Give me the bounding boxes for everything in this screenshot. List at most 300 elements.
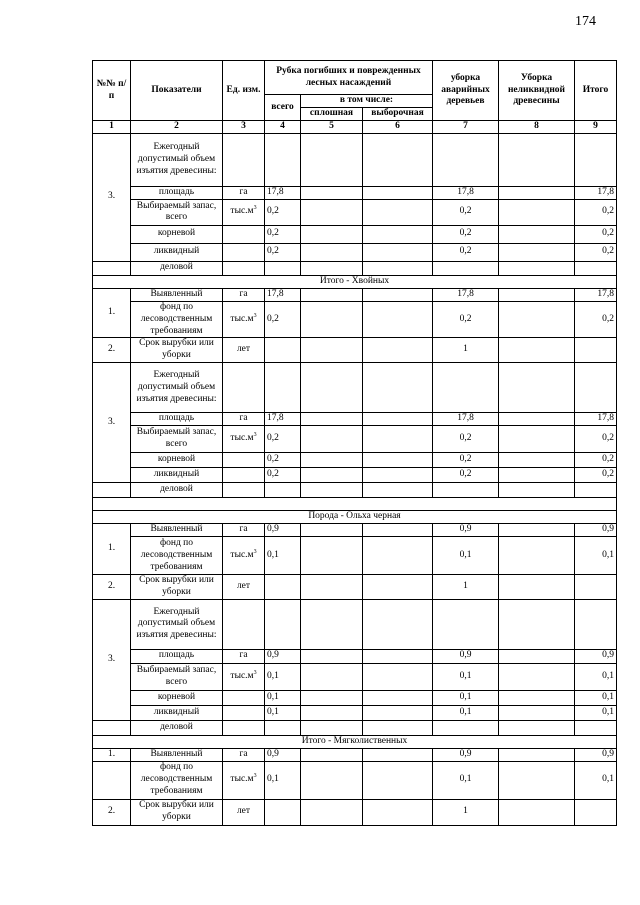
unit-cell: [223, 225, 265, 243]
clear-cell: [301, 426, 363, 453]
clear-cell: [301, 663, 363, 690]
table-row: [93, 748, 617, 761]
selective-cell: [363, 261, 433, 275]
emergency-cell: [433, 599, 499, 649]
indicator-cell: Выявленный: [131, 524, 223, 537]
selective-cell: [363, 537, 433, 575]
indicator-cell: деловой: [131, 483, 223, 498]
total-cell: 17,8: [265, 413, 301, 426]
clear-cell: [301, 705, 363, 720]
unit-cell: [223, 524, 265, 537]
unit-cell: [223, 720, 265, 735]
itogo-cell: 0,1: [575, 761, 617, 799]
total-cell: 0,1: [265, 690, 301, 705]
unit-text: га: [239, 413, 248, 424]
row-number: 2.: [93, 575, 131, 600]
table-row: [93, 338, 617, 363]
unit-text: тыс.м: [230, 549, 254, 560]
illiquid-cell: [499, 133, 575, 186]
indicator-cell: деловой: [131, 261, 223, 275]
section-row: [93, 735, 617, 748]
indicator-cell: площадь: [131, 413, 223, 426]
indicator-cell: фонд по лесоводственным требованиям: [131, 301, 223, 338]
table-row: [93, 133, 617, 186]
indicator-cell: Выявленный: [131, 288, 223, 301]
unit-text: лет: [236, 581, 251, 592]
table-row: [93, 599, 617, 649]
illiquid-cell: [499, 649, 575, 663]
clear-cell: [301, 413, 363, 426]
illiquid-cell: [499, 748, 575, 761]
table-row: [93, 720, 617, 735]
table-row: [93, 690, 617, 705]
total-cell: 0,1: [265, 705, 301, 720]
unit-superscript: 3: [253, 773, 257, 780]
unit-superscript: 3: [253, 548, 257, 555]
table-row: [93, 426, 617, 453]
emergency-cell: [433, 261, 499, 275]
emergency-cell: 0,2: [433, 199, 499, 225]
indicator-cell: Ежегодный допустимый объем изъятия древесины:: [131, 599, 223, 649]
indicator-cell: Ежегодный допустимый объем изъятия древесины:: [131, 133, 223, 186]
selective-cell: [363, 799, 433, 825]
emergency-cell: 0,2: [433, 468, 499, 483]
clear-cell: [301, 524, 363, 537]
emergency-cell: 0,9: [433, 649, 499, 663]
table-row: [93, 483, 617, 498]
emergency-cell: 0,1: [433, 537, 499, 575]
illiquid-cell: [499, 720, 575, 735]
emergency-cell: 0,2: [433, 426, 499, 453]
table-header: [93, 61, 617, 134]
unit-cell: [223, 690, 265, 705]
selective-cell: [363, 575, 433, 600]
unit-cell: [223, 261, 265, 275]
emergency-cell: [433, 483, 499, 498]
section-title: Порода - Ольха черная: [93, 511, 617, 524]
illiquid-cell: [499, 468, 575, 483]
unit-cell: [223, 413, 265, 426]
itogo-cell: [575, 483, 617, 498]
header-selective: выборочная: [363, 108, 433, 121]
clear-cell: [301, 748, 363, 761]
unit-text: тыс.м: [230, 313, 254, 324]
row-number: [93, 261, 131, 275]
clear-cell: [301, 761, 363, 799]
clear-cell: [301, 453, 363, 468]
unit-cell: [223, 301, 265, 338]
itogo-cell: 0,1: [575, 537, 617, 575]
selective-cell: [363, 288, 433, 301]
indicator-cell: Выявленный: [131, 748, 223, 761]
unit-cell: [223, 468, 265, 483]
illiquid-cell: [499, 453, 575, 468]
header-including: в том числе:: [301, 95, 433, 108]
itogo-cell: 0,1: [575, 690, 617, 705]
indicator-cell: деловой: [131, 720, 223, 735]
clear-cell: [301, 483, 363, 498]
emergency-cell: 0,1: [433, 690, 499, 705]
indicator-cell: Выбираемый запас, всего: [131, 663, 223, 690]
indicator-cell: Срок вырубки или уборки: [131, 338, 223, 363]
illiquid-cell: [499, 799, 575, 825]
emergency-cell: 0,9: [433, 524, 499, 537]
itogo-cell: 0,2: [575, 225, 617, 243]
clear-cell: [301, 690, 363, 705]
itogo-cell: [575, 799, 617, 825]
illiquid-cell: [499, 537, 575, 575]
total-cell: 0,1: [265, 663, 301, 690]
selective-cell: [363, 483, 433, 498]
total-cell: [265, 575, 301, 600]
header-unit: Ед. изм.: [223, 61, 265, 121]
selective-cell: [363, 338, 433, 363]
itogo-cell: 0,2: [575, 301, 617, 338]
unit-cell: [223, 288, 265, 301]
table-row: [93, 663, 617, 690]
total-cell: 0,9: [265, 748, 301, 761]
unit-text: га: [239, 288, 248, 299]
table-row: [93, 288, 617, 301]
total-cell: 0,2: [265, 301, 301, 338]
unit-text: тыс.м: [230, 433, 254, 444]
selective-cell: [363, 761, 433, 799]
illiquid-cell: [499, 301, 575, 338]
clear-cell: [301, 288, 363, 301]
clear-cell: [301, 133, 363, 186]
itogo-cell: 0,2: [575, 453, 617, 468]
selective-cell: [363, 426, 433, 453]
clear-cell: [301, 243, 363, 261]
itogo-cell: 0,1: [575, 663, 617, 690]
clear-cell: [301, 720, 363, 735]
total-cell: 17,8: [265, 186, 301, 199]
illiquid-cell: [499, 663, 575, 690]
selective-cell: [363, 133, 433, 186]
table-row: [93, 243, 617, 261]
itogo-cell: [575, 363, 617, 413]
clear-cell: [301, 338, 363, 363]
total-cell: [265, 720, 301, 735]
selective-cell: [363, 243, 433, 261]
itogo-cell: [575, 720, 617, 735]
indicator-cell: корневой: [131, 225, 223, 243]
row-number: [93, 483, 131, 498]
total-cell: 0,1: [265, 761, 301, 799]
header-total: Итого: [575, 61, 617, 121]
unit-cell: [223, 243, 265, 261]
illiquid-cell: [499, 761, 575, 799]
illiquid-cell: [499, 599, 575, 649]
table-row: [93, 261, 617, 275]
emergency-cell: [433, 363, 499, 413]
selective-cell: [363, 186, 433, 199]
indicator-cell: площадь: [131, 186, 223, 199]
illiquid-cell: [499, 426, 575, 453]
itogo-cell: [575, 575, 617, 600]
illiquid-cell: [499, 243, 575, 261]
emergency-cell: 1: [433, 338, 499, 363]
itogo-cell: 0,9: [575, 748, 617, 761]
emergency-cell: 1: [433, 575, 499, 600]
selective-cell: [363, 468, 433, 483]
emergency-cell: 0,1: [433, 761, 499, 799]
clear-cell: [301, 225, 363, 243]
emergency-cell: 0,2: [433, 225, 499, 243]
selective-cell: [363, 599, 433, 649]
clear-cell: [301, 649, 363, 663]
row-number: [93, 761, 131, 799]
itogo-cell: 0,2: [575, 243, 617, 261]
unit-text: га: [239, 186, 248, 197]
column-number: 4: [265, 121, 301, 134]
clear-cell: [301, 261, 363, 275]
illiquid-cell: [499, 575, 575, 600]
indicator-cell: Ежегодный допустимый объем изъятия древесины:: [131, 363, 223, 413]
emergency-cell: [433, 133, 499, 186]
page-number: 174: [575, 14, 596, 29]
section-row: [93, 511, 617, 524]
row-number: 3.: [93, 599, 131, 720]
unit-cell: [223, 649, 265, 663]
column-number: 1: [93, 121, 131, 134]
clear-cell: [301, 199, 363, 225]
table-row: [93, 705, 617, 720]
emergency-cell: 17,8: [433, 413, 499, 426]
total-cell: [265, 261, 301, 275]
itogo-cell: 17,8: [575, 413, 617, 426]
clear-cell: [301, 363, 363, 413]
selective-cell: [363, 453, 433, 468]
indicator-cell: корневой: [131, 690, 223, 705]
itogo-cell: [575, 261, 617, 275]
column-number: 6: [363, 121, 433, 134]
column-number: 2: [131, 121, 223, 134]
unit-superscript: 3: [253, 312, 257, 319]
table-row: [93, 301, 617, 338]
indicator-cell: Выбираемый запас, всего: [131, 426, 223, 453]
selective-cell: [363, 301, 433, 338]
total-cell: 0,2: [265, 243, 301, 261]
illiquid-cell: [499, 483, 575, 498]
unit-text: га: [239, 748, 248, 759]
row-number: 3.: [93, 363, 131, 483]
unit-text: тыс.м: [230, 206, 254, 217]
unit-cell: [223, 453, 265, 468]
selective-cell: [363, 363, 433, 413]
unit-cell: [223, 133, 265, 186]
itogo-cell: [575, 338, 617, 363]
table-row: [93, 363, 617, 413]
unit-text: тыс.м: [230, 670, 254, 681]
unit-text: га: [239, 650, 248, 661]
emergency-cell: 0,2: [433, 453, 499, 468]
unit-superscript: 3: [253, 669, 257, 676]
header-clear: сплошная: [301, 108, 363, 121]
total-cell: [265, 483, 301, 498]
selective-cell: [363, 720, 433, 735]
itogo-cell: 0,9: [575, 524, 617, 537]
clear-cell: [301, 468, 363, 483]
unit-text: лет: [236, 806, 251, 817]
column-number: 9: [575, 121, 617, 134]
section-row: [93, 498, 617, 511]
table-row: [93, 524, 617, 537]
illiquid-cell: [499, 705, 575, 720]
selective-cell: [363, 690, 433, 705]
total-cell: [265, 599, 301, 649]
selective-cell: [363, 524, 433, 537]
emergency-cell: 0,2: [433, 301, 499, 338]
illiquid-cell: [499, 524, 575, 537]
row-number: 2.: [93, 799, 131, 825]
header-total-sub: всего: [265, 95, 301, 121]
selective-cell: [363, 705, 433, 720]
row-number: 3.: [93, 133, 131, 261]
table-row: [93, 225, 617, 243]
header-felling: Рубка погибших и поврежденных лесных насаждений: [265, 61, 433, 95]
emergency-cell: 1: [433, 799, 499, 825]
unit-cell: [223, 748, 265, 761]
illiquid-cell: [499, 261, 575, 275]
indicator-cell: корневой: [131, 453, 223, 468]
itogo-cell: 0,9: [575, 649, 617, 663]
illiquid-cell: [499, 363, 575, 413]
table-row: [93, 575, 617, 600]
illiquid-cell: [499, 199, 575, 225]
total-cell: 17,8: [265, 288, 301, 301]
table-row: [93, 468, 617, 483]
header-emergency: уборка аварийных деревьев: [433, 61, 499, 121]
total-cell: 0,2: [265, 225, 301, 243]
table-row: [93, 453, 617, 468]
table-row: [93, 799, 617, 825]
total-cell: 0,2: [265, 199, 301, 225]
unit-cell: [223, 426, 265, 453]
table-row: [93, 761, 617, 799]
table-row: [93, 186, 617, 199]
itogo-cell: 17,8: [575, 186, 617, 199]
section-title: [93, 498, 617, 511]
table-row: [93, 199, 617, 225]
unit-cell: [223, 338, 265, 363]
indicator-cell: Срок вырубки или уборки: [131, 575, 223, 600]
unit-cell: [223, 199, 265, 225]
emergency-cell: 17,8: [433, 186, 499, 199]
selective-cell: [363, 663, 433, 690]
header-num: №№ п/п: [93, 61, 131, 121]
illiquid-cell: [499, 413, 575, 426]
row-number: 1.: [93, 524, 131, 575]
clear-cell: [301, 186, 363, 199]
unit-cell: [223, 186, 265, 199]
row-number: [93, 720, 131, 735]
unit-cell: [223, 483, 265, 498]
total-cell: [265, 133, 301, 186]
selective-cell: [363, 225, 433, 243]
emergency-cell: 0,2: [433, 243, 499, 261]
column-number: 8: [499, 121, 575, 134]
table-row: [93, 649, 617, 663]
unit-cell: [223, 537, 265, 575]
itogo-cell: 0,2: [575, 468, 617, 483]
total-cell: 0,9: [265, 524, 301, 537]
total-cell: [265, 338, 301, 363]
column-number: 7: [433, 121, 499, 134]
total-cell: 0,1: [265, 537, 301, 575]
column-numbers-row: [93, 121, 617, 134]
unit-cell: [223, 575, 265, 600]
total-cell: 0,2: [265, 426, 301, 453]
itogo-cell: [575, 599, 617, 649]
unit-cell: [223, 599, 265, 649]
emergency-cell: 0,9: [433, 748, 499, 761]
total-cell: [265, 799, 301, 825]
clear-cell: [301, 799, 363, 825]
row-number: 2.: [93, 338, 131, 363]
clear-cell: [301, 575, 363, 600]
emergency-cell: [433, 720, 499, 735]
selective-cell: [363, 649, 433, 663]
header-indicator: Показатели: [131, 61, 223, 121]
selective-cell: [363, 413, 433, 426]
section-title: Итого - Мягколиственных: [93, 735, 617, 748]
indicator-cell: Выбираемый запас, всего: [131, 199, 223, 225]
table-row: [93, 537, 617, 575]
unit-superscript: 3: [253, 432, 257, 439]
unit-cell: [223, 799, 265, 825]
unit-text: га: [239, 524, 248, 535]
indicator-cell: фонд по лесоводственным требованиям: [131, 537, 223, 575]
itogo-cell: 0,2: [575, 426, 617, 453]
selective-cell: [363, 748, 433, 761]
header-illiquid: Уборка неликвидной древесины: [499, 61, 575, 121]
indicator-cell: ликвидный: [131, 243, 223, 261]
indicator-cell: Срок вырубки или уборки: [131, 799, 223, 825]
total-cell: 0,9: [265, 649, 301, 663]
unit-text: тыс.м: [230, 774, 254, 785]
unit-superscript: 3: [253, 205, 257, 212]
section-title: Итого - Хвойных: [93, 275, 617, 288]
emergency-cell: 0,1: [433, 663, 499, 690]
table-body: [93, 133, 617, 825]
clear-cell: [301, 301, 363, 338]
total-cell: 0,2: [265, 468, 301, 483]
illiquid-cell: [499, 225, 575, 243]
unit-cell: [223, 363, 265, 413]
unit-text: лет: [236, 344, 251, 355]
clear-cell: [301, 599, 363, 649]
illiquid-cell: [499, 338, 575, 363]
row-number: 1.: [93, 748, 131, 761]
unit-cell: [223, 761, 265, 799]
itogo-cell: [575, 133, 617, 186]
unit-cell: [223, 663, 265, 690]
illiquid-cell: [499, 690, 575, 705]
forest-felling-table: [92, 60, 617, 826]
total-cell: [265, 363, 301, 413]
clear-cell: [301, 537, 363, 575]
table-row: [93, 413, 617, 426]
column-number: 5: [301, 121, 363, 134]
total-cell: 0,2: [265, 453, 301, 468]
indicator-cell: ликвидный: [131, 705, 223, 720]
indicator-cell: ликвидный: [131, 468, 223, 483]
emergency-cell: 17,8: [433, 288, 499, 301]
illiquid-cell: [499, 288, 575, 301]
row-number: 1.: [93, 288, 131, 338]
illiquid-cell: [499, 186, 575, 199]
